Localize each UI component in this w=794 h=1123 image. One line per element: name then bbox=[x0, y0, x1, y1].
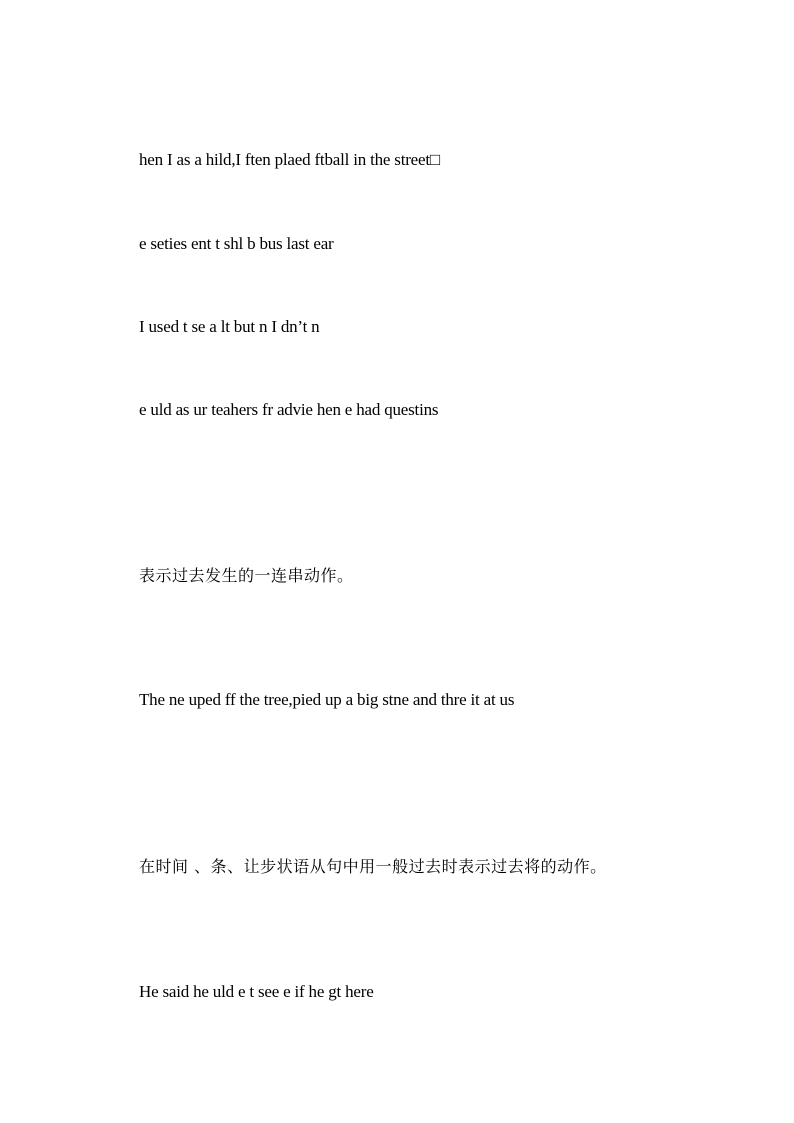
grammar-note-adverbial-clauses: 在时间 、条、让步状语从句中用一般过去时表示过去将的动作。 bbox=[139, 857, 607, 876]
example-sentence-teachers-advice: e uld as ur teahers fr advie hen e had questins bbox=[139, 400, 439, 419]
grammar-note-sequence-of-actions: 表示过去发生的一连串动作。 bbox=[139, 566, 354, 585]
example-sentence-he-said: He said he uld e t see e if he gt here bbox=[139, 982, 374, 1001]
example-sentence-childhood-football: hen I as a hild,I ften plaed ftball in the street□ bbox=[139, 150, 440, 169]
example-sentence-used-to: I used t se a lt but n I dn’t n bbox=[139, 317, 320, 336]
example-sentence-tree-stone: The ne uped ff the tree,pied up a big stne and thre it at us bbox=[139, 690, 515, 709]
example-sentence-school-bus: e seties ent t shl b bus last ear bbox=[139, 234, 334, 253]
